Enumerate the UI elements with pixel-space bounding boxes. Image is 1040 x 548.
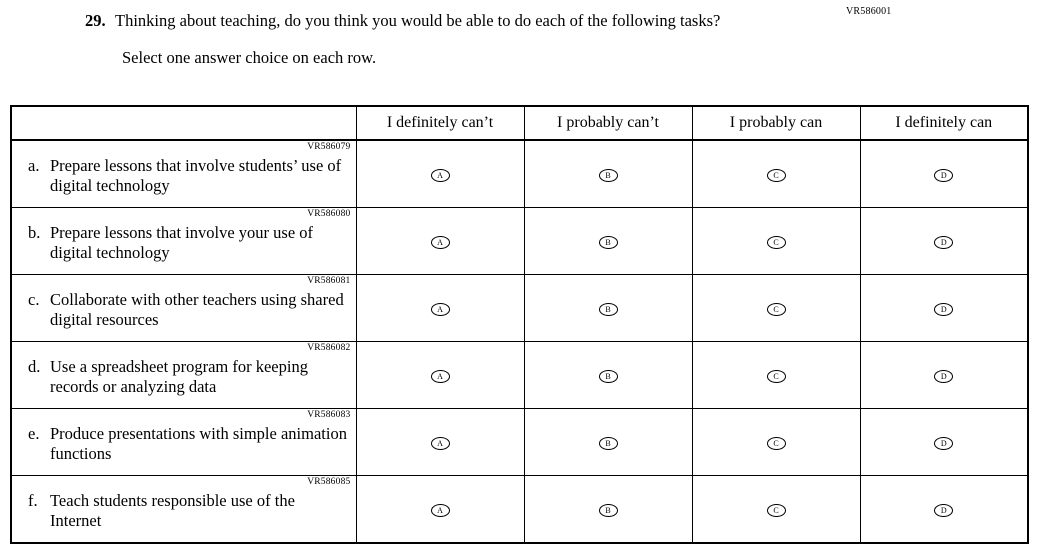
radio-bubble-a[interactable]: A bbox=[431, 236, 450, 249]
row-stub bbox=[11, 140, 356, 208]
row-stub bbox=[11, 409, 356, 476]
bubble-cell-probably-cant[interactable] bbox=[524, 140, 692, 208]
radio-bubble-b[interactable]: B bbox=[599, 370, 618, 383]
matrix-header-definitely-cant: I definitely can’t bbox=[356, 106, 524, 140]
bubble-cell-probably-can[interactable] bbox=[692, 208, 860, 275]
bubble-cell-definitely-can[interactable] bbox=[860, 476, 1028, 544]
row-code: VR586080 bbox=[307, 209, 351, 219]
radio-bubble-d[interactable]: D bbox=[934, 504, 953, 517]
radio-bubble-d[interactable]: D bbox=[934, 437, 953, 450]
row-code: VR586083 bbox=[307, 410, 351, 420]
row-label: Prepare lessons that involve students’ use of digital technology bbox=[50, 156, 342, 196]
matrix-header-definitely-can: I definitely can bbox=[860, 106, 1028, 140]
question-block bbox=[85, 10, 805, 69]
radio-bubble-a[interactable]: A bbox=[431, 437, 450, 450]
radio-bubble-c[interactable]: C bbox=[767, 236, 786, 249]
question-number: 29. bbox=[85, 11, 106, 30]
bubble-cell-definitely-can[interactable] bbox=[860, 342, 1028, 409]
bubble-cell-definitely-cant[interactable] bbox=[356, 140, 524, 208]
matrix-header-stub bbox=[11, 106, 356, 140]
bubble-cell-probably-cant[interactable] bbox=[524, 476, 692, 544]
row-label: Use a spreadsheet program for keeping records or analyzing data bbox=[50, 357, 308, 397]
matrix-header-probably-cant: I probably can’t bbox=[524, 106, 692, 140]
radio-bubble-a[interactable]: A bbox=[431, 303, 450, 316]
row-stub bbox=[11, 476, 356, 544]
row-letter: d. bbox=[28, 357, 41, 376]
response-matrix bbox=[10, 105, 1029, 544]
row-letter: b. bbox=[28, 223, 41, 242]
bubble-cell-probably-cant[interactable] bbox=[524, 342, 692, 409]
radio-bubble-a[interactable]: A bbox=[431, 169, 450, 182]
radio-bubble-c[interactable]: C bbox=[767, 169, 786, 182]
page-code: VR586001 bbox=[846, 6, 892, 17]
table-row bbox=[11, 409, 1028, 476]
row-stub bbox=[11, 342, 356, 409]
table-row bbox=[11, 342, 1028, 409]
row-letter: f. bbox=[28, 491, 38, 510]
row-label: Produce presentations with simple animation functions bbox=[50, 424, 347, 464]
radio-bubble-d[interactable]: D bbox=[934, 169, 953, 182]
row-label: Teach students responsible use of the Internet bbox=[50, 491, 295, 531]
bubble-cell-definitely-cant[interactable] bbox=[356, 476, 524, 544]
bubble-cell-probably-can[interactable] bbox=[692, 476, 860, 544]
radio-bubble-b[interactable]: B bbox=[599, 169, 618, 182]
bubble-cell-probably-can[interactable] bbox=[692, 275, 860, 342]
bubble-cell-definitely-cant[interactable] bbox=[356, 208, 524, 275]
radio-bubble-d[interactable]: D bbox=[934, 303, 953, 316]
radio-bubble-a[interactable]: A bbox=[431, 370, 450, 383]
row-letter: c. bbox=[28, 290, 40, 309]
row-stub bbox=[11, 275, 356, 342]
bubble-cell-definitely-can[interactable] bbox=[860, 140, 1028, 208]
bubble-cell-definitely-can[interactable] bbox=[860, 208, 1028, 275]
radio-bubble-b[interactable]: B bbox=[599, 504, 618, 517]
matrix-header-probably-can: I probably can bbox=[692, 106, 860, 140]
question-instruction: Select one answer choice on each row. bbox=[122, 48, 377, 68]
bubble-cell-probably-can[interactable] bbox=[692, 140, 860, 208]
radio-bubble-c[interactable]: C bbox=[767, 303, 786, 316]
bubble-cell-probably-can[interactable] bbox=[692, 342, 860, 409]
bubble-cell-probably-cant[interactable] bbox=[524, 409, 692, 476]
bubble-cell-probably-can[interactable] bbox=[692, 409, 860, 476]
table-row bbox=[11, 208, 1028, 275]
bubble-cell-probably-cant[interactable] bbox=[524, 275, 692, 342]
row-letter: a. bbox=[28, 156, 40, 175]
matrix-body bbox=[11, 140, 1028, 543]
radio-bubble-c[interactable]: C bbox=[767, 437, 786, 450]
question-text: Thinking about teaching, do you think you would be able to do each of the following tasks? bbox=[115, 11, 721, 30]
row-code: VR586079 bbox=[307, 142, 351, 152]
row-code: VR586082 bbox=[307, 343, 351, 353]
row-letter: e. bbox=[28, 424, 40, 443]
matrix-header-row bbox=[11, 106, 1028, 140]
table-row bbox=[11, 275, 1028, 342]
bubble-cell-definitely-cant[interactable] bbox=[356, 409, 524, 476]
radio-bubble-b[interactable]: B bbox=[599, 437, 618, 450]
radio-bubble-b[interactable]: B bbox=[599, 303, 618, 316]
radio-bubble-d[interactable]: D bbox=[934, 370, 953, 383]
row-label: Prepare lessons that involve your use of digital technology bbox=[50, 223, 314, 263]
bubble-cell-probably-cant[interactable] bbox=[524, 208, 692, 275]
radio-bubble-d[interactable]: D bbox=[934, 236, 953, 249]
row-code: VR586085 bbox=[307, 477, 351, 487]
radio-bubble-c[interactable]: C bbox=[767, 504, 786, 517]
table-row bbox=[11, 476, 1028, 544]
row-code: VR586081 bbox=[307, 276, 351, 286]
radio-bubble-c[interactable]: C bbox=[767, 370, 786, 383]
bubble-cell-definitely-cant[interactable] bbox=[356, 342, 524, 409]
bubble-cell-definitely-can[interactable] bbox=[860, 409, 1028, 476]
row-stub bbox=[11, 208, 356, 275]
bubble-cell-definitely-cant[interactable] bbox=[356, 275, 524, 342]
bubble-cell-definitely-can[interactable] bbox=[860, 275, 1028, 342]
table-row bbox=[11, 140, 1028, 208]
row-label: Collaborate with other teachers using shared digital resources bbox=[50, 290, 344, 330]
radio-bubble-a[interactable]: A bbox=[431, 504, 450, 517]
radio-bubble-b[interactable]: B bbox=[599, 236, 618, 249]
